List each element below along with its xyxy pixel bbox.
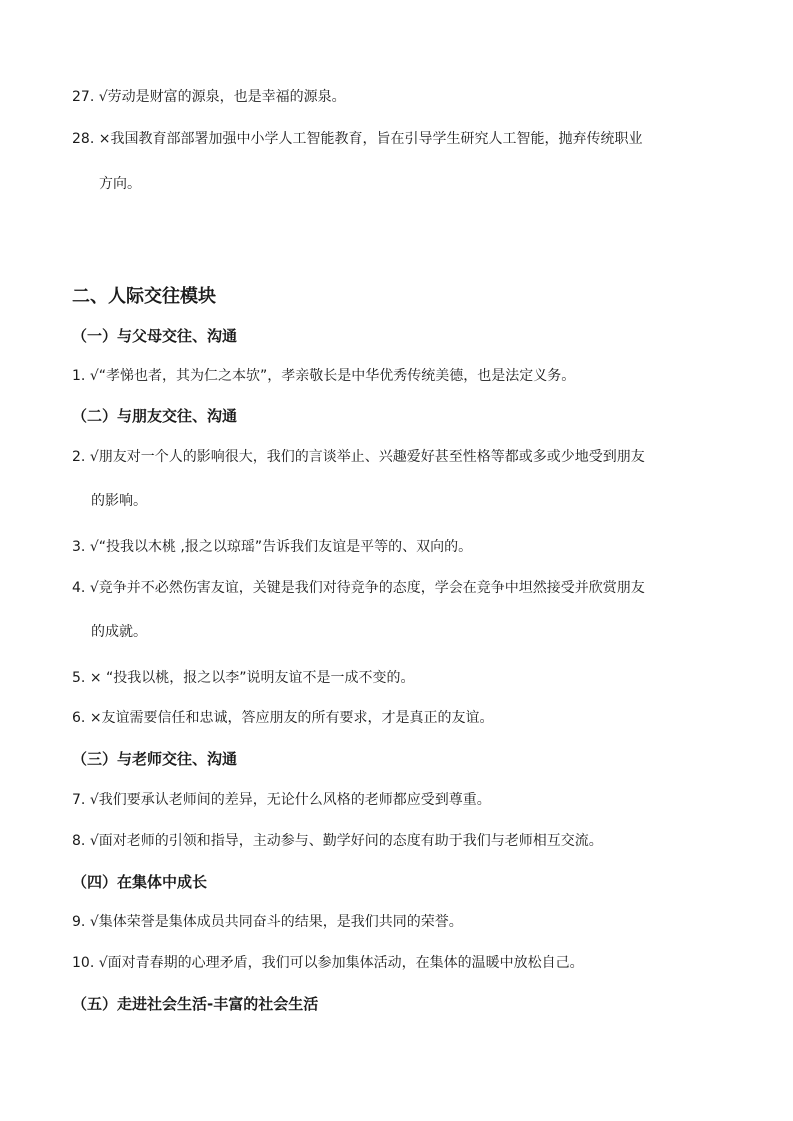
item-number: 1. xyxy=(72,368,86,384)
item-number: 28. xyxy=(72,131,95,147)
list-item xyxy=(72,913,463,931)
item-number: 6. xyxy=(72,710,86,726)
list-item xyxy=(72,448,645,466)
item-text: √“投我以木桃 ,报之以琼瑶”告诉我们友谊是平等的、双向的。 xyxy=(89,539,473,555)
subsection-title: （四）在集体中成长 xyxy=(72,873,208,891)
item-number: 3. xyxy=(72,539,86,555)
item-number: 2. xyxy=(72,449,86,465)
item-number: 7. xyxy=(72,792,86,808)
item-text: √集体荣誉是集体成员共同奋斗的结果，是我们共同的荣誉。 xyxy=(89,914,463,930)
item-text: √面对青春期的心理矛盾，我们可以参加集体活动，在集体的温暖中放松自己。 xyxy=(98,955,584,971)
subsection-title: （二）与朋友交往、沟通 xyxy=(72,407,238,425)
item-text: √面对老师的引领和指导，主动参与、勤学好问的态度有助于我们与老师相互交流。 xyxy=(89,833,603,849)
item-text: √我们要承认老师间的差异，无论什么风格的老师都应受到尊重。 xyxy=(89,792,491,808)
list-item xyxy=(72,954,584,972)
item-continuation: 方向。 xyxy=(99,176,141,192)
item-text: ×我国教育部部署加强中小学人工智能教育，旨在引导学生研究人工智能，抛弃传统职业 xyxy=(98,131,643,147)
subsection-title: （一）与父母交往、沟通 xyxy=(72,327,238,345)
item-number: 10. xyxy=(72,955,95,971)
item-text: √竞争并不必然伤害友谊，关键是我们对待竞争的态度，学会在竞争中坦然接受并欣赏朋友 xyxy=(89,580,645,596)
list-item xyxy=(72,669,415,687)
item-text: × “投我以桃，报之以李”说明友谊不是一成不变的。 xyxy=(89,670,415,686)
item-number: 5. xyxy=(72,670,86,686)
list-item xyxy=(72,538,472,556)
list-item xyxy=(72,130,642,148)
item-text: √“孝悌也者，其为仁之本欤”，孝亲敬长是中华优秀传统美德，也是法定义务。 xyxy=(89,368,576,384)
list-item xyxy=(72,791,491,809)
item-number: 8. xyxy=(72,833,86,849)
item-text: √朋友对一个人的影响很大，我们的言谈举止、兴趣爱好甚至性格等都或多或少地受到朋友 xyxy=(89,449,645,465)
list-item xyxy=(72,579,645,597)
item-continuation: 的成就。 xyxy=(91,624,147,640)
subsection-title: （五）走进社会生活-丰富的社会生活 xyxy=(72,995,319,1013)
item-number: 27. xyxy=(72,89,95,105)
section-title: 二、人际交往模块 xyxy=(72,286,216,307)
list-item xyxy=(72,88,346,106)
list-item xyxy=(72,709,494,727)
item-continuation: 的影响。 xyxy=(91,493,147,509)
subsection-title: （三）与老师交往、沟通 xyxy=(72,750,238,768)
item-text: √劳动是财富的源泉，也是幸福的源泉。 xyxy=(98,89,346,105)
item-number: 9. xyxy=(72,914,86,930)
list-item xyxy=(72,832,603,850)
item-text: ×友谊需要信任和忠诚，答应朋友的所有要求，才是真正的友谊。 xyxy=(89,710,494,726)
list-item xyxy=(72,367,575,385)
item-number: 4. xyxy=(72,580,86,596)
